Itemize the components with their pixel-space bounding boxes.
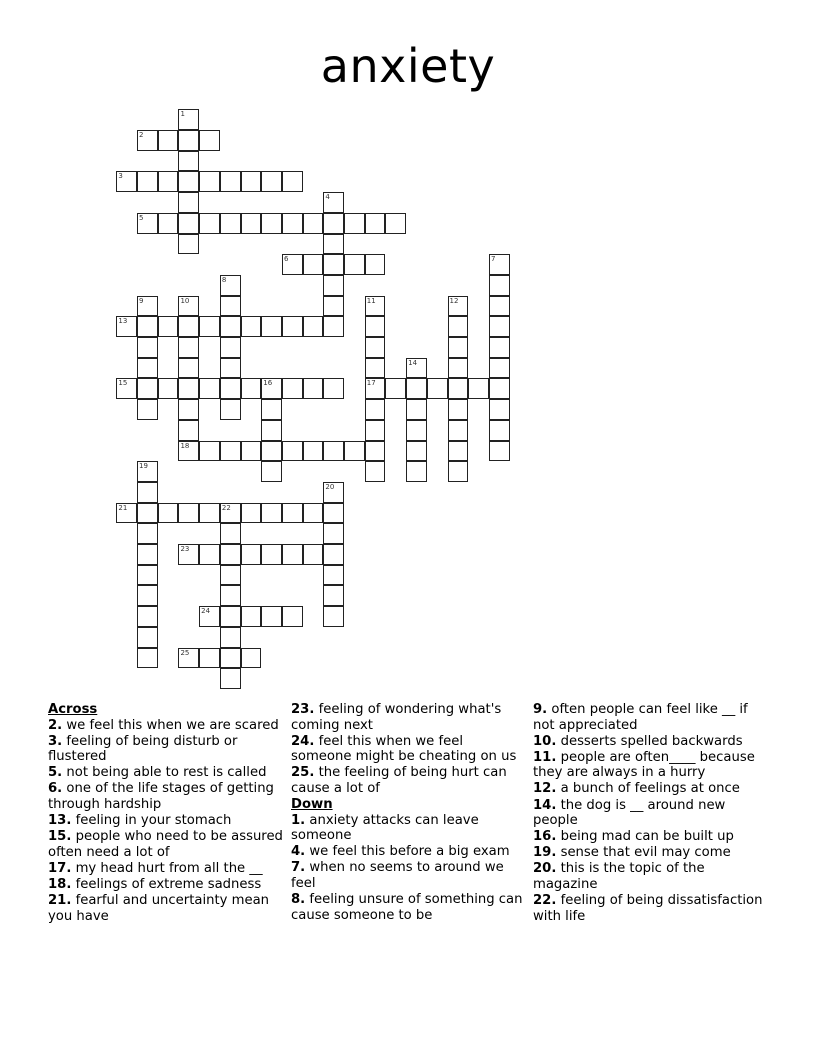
grid-cell[interactable]	[365, 254, 386, 275]
grid-cell[interactable]	[323, 606, 344, 627]
grid-cell[interactable]	[323, 234, 344, 255]
clue-down-8: 8. feeling unsure of something can cause someone to be	[291, 892, 523, 923]
grid-cell[interactable]	[344, 254, 365, 275]
clue-across-5: 5. not being able to rest is called	[48, 765, 267, 781]
grid-cell[interactable]	[489, 378, 510, 399]
grid-cell[interactable]	[199, 316, 220, 337]
grid-cell[interactable]	[448, 337, 469, 358]
clue-across-15: 15. people who need to be assured often need a lot of	[48, 829, 283, 860]
grid-cell[interactable]	[261, 606, 282, 627]
grid-cell[interactable]	[137, 606, 158, 627]
grid-cell[interactable]	[323, 213, 344, 234]
clue-down-7: 7. when no seems to around we feel	[291, 860, 504, 892]
grid-cell[interactable]	[220, 358, 241, 379]
clue-number: 23	[180, 545, 190, 554]
grid-cell[interactable]	[137, 296, 158, 317]
grid-cell[interactable]	[282, 254, 303, 275]
grid-cell[interactable]	[282, 606, 303, 627]
grid-cell[interactable]	[261, 441, 282, 462]
clue-number: 1	[180, 110, 185, 119]
grid-cell[interactable]	[323, 275, 344, 296]
clue-down-1: 1. anxiety attacks can leave someone	[291, 812, 479, 844]
clue-down-19: 19. sense that evil may come	[533, 845, 731, 861]
grid-cell[interactable]	[344, 441, 365, 462]
clue-number: 8	[221, 275, 227, 284]
clue-number: 21	[118, 503, 128, 512]
grid-cell[interactable]	[178, 503, 199, 524]
grid-cell[interactable]	[365, 399, 386, 420]
clue-number: 11	[366, 296, 376, 305]
grid-cell[interactable]	[448, 420, 469, 441]
clue-across-18: 18. feelings of extreme sadness	[48, 877, 262, 893]
clue-number: 15	[118, 379, 128, 388]
grid-cell[interactable]	[323, 565, 344, 586]
grid-cell[interactable]	[137, 378, 158, 399]
grid-cell[interactable]	[365, 441, 386, 462]
grid-cell[interactable]	[489, 275, 510, 296]
grid-cell[interactable]	[323, 544, 344, 565]
grid-cell[interactable]	[241, 503, 262, 524]
grid-cell[interactable]	[241, 378, 262, 399]
grid-cell[interactable]	[448, 441, 469, 462]
grid-cell[interactable]	[261, 316, 282, 337]
grid-cell[interactable]	[220, 544, 241, 565]
grid-cell[interactable]	[220, 378, 241, 399]
clues-column-3	[533, 702, 768, 925]
grid-cell[interactable]	[365, 337, 386, 358]
grid-cell[interactable]	[406, 420, 427, 441]
grid-cell[interactable]	[199, 606, 220, 627]
grid-cell[interactable]	[282, 503, 303, 524]
grid-cell[interactable]	[199, 213, 220, 234]
grid-cell[interactable]	[261, 420, 282, 441]
clue-across-6: 6. one of the life stages of getting through hardship	[48, 781, 274, 813]
grid-cell[interactable]	[178, 192, 199, 213]
grid-cell[interactable]	[178, 337, 199, 358]
grid-cell[interactable]	[137, 627, 158, 648]
grid-cell[interactable]	[220, 296, 241, 317]
grid-cell[interactable]	[448, 358, 469, 379]
grid-cell[interactable]	[489, 296, 510, 317]
grid-cell[interactable]	[261, 544, 282, 565]
clue-number: 16	[263, 379, 273, 388]
grid-cell[interactable]	[178, 151, 199, 172]
grid-cell[interactable]	[261, 399, 282, 420]
grid-cell[interactable]	[323, 316, 344, 337]
grid-cell[interactable]	[323, 378, 344, 399]
clue-across-17: 17. my head hurt from all the __	[48, 860, 263, 876]
grid-cell[interactable]	[178, 420, 199, 441]
grid-cell[interactable]	[303, 544, 324, 565]
grid-cell[interactable]	[406, 358, 427, 379]
grid-cell[interactable]	[220, 213, 241, 234]
grid-cell[interactable]	[303, 441, 324, 462]
grid-cell[interactable]	[489, 337, 510, 358]
grid-cell[interactable]	[220, 565, 241, 586]
grid-cell[interactable]	[323, 482, 344, 503]
grid-cell[interactable]	[178, 296, 199, 317]
clue-down-20: 20. this is the topic of the magazine	[533, 861, 705, 893]
grid-cell[interactable]	[220, 503, 241, 524]
clue-number: 2	[139, 131, 144, 140]
grid-cell[interactable]	[220, 275, 241, 296]
crossword-grid	[117, 110, 537, 700]
grid-cell[interactable]	[178, 378, 199, 399]
grid-cell[interactable]	[448, 378, 469, 399]
clue-number: 9	[139, 296, 144, 305]
grid-cell[interactable]	[220, 441, 241, 462]
grid-cell[interactable]	[220, 606, 241, 627]
grid-cell[interactable]	[158, 378, 179, 399]
grid-cell[interactable]	[489, 399, 510, 420]
grid-cell[interactable]	[220, 627, 241, 648]
down-header: Down	[291, 797, 333, 813]
grid-cell[interactable]	[158, 213, 179, 234]
grid-cell[interactable]	[406, 441, 427, 462]
grid-cell[interactable]	[199, 503, 220, 524]
grid-cell[interactable]	[406, 461, 427, 482]
grid-cell[interactable]	[406, 378, 427, 399]
grid-cell[interactable]	[137, 316, 158, 337]
grid-cell[interactable]	[158, 171, 179, 192]
grid-cell[interactable]	[220, 585, 241, 606]
grid-cell[interactable]	[344, 213, 365, 234]
grid-cell[interactable]	[137, 565, 158, 586]
grid-cell[interactable]	[199, 648, 220, 669]
grid-cell[interactable]	[448, 399, 469, 420]
clue-down-14: 14. the dog is __ around new people	[533, 797, 726, 829]
clue-down-4: 4. we feel this before a big exam	[291, 844, 510, 860]
clue-down-12: 12. a bunch of feelings at once	[533, 781, 740, 797]
grid-cell[interactable]	[178, 544, 199, 565]
grid-cell[interactable]	[385, 378, 406, 399]
clue-number: 25	[180, 648, 190, 657]
grid-cell[interactable]	[199, 130, 220, 151]
grid-cell[interactable]	[365, 420, 386, 441]
grid-cell[interactable]	[365, 296, 386, 317]
grid-cell[interactable]	[489, 420, 510, 441]
clue-across-13: 13. feeling in your stomach	[48, 813, 232, 829]
across-header: Across	[48, 702, 98, 717]
grid-cell[interactable]	[365, 358, 386, 379]
grid-cell[interactable]	[220, 316, 241, 337]
grid-cell[interactable]	[116, 171, 137, 192]
grid-cell[interactable]	[365, 213, 386, 234]
grid-cell[interactable]	[323, 441, 344, 462]
grid-cell[interactable]	[137, 503, 158, 524]
grid-cell[interactable]	[261, 503, 282, 524]
grid-cell[interactable]	[427, 378, 448, 399]
grid-cell[interactable]	[406, 399, 427, 420]
puzzle-title: anxiety	[320, 39, 496, 93]
grid-cell[interactable]	[365, 378, 386, 399]
grid-cell[interactable]	[116, 503, 137, 524]
grid-cell[interactable]	[282, 441, 303, 462]
clue-across-2: 2. we feel this when we are scared	[48, 717, 279, 733]
grid-cell[interactable]	[323, 523, 344, 544]
grid-cell[interactable]	[282, 171, 303, 192]
grid-cell[interactable]	[137, 482, 158, 503]
grid-cell[interactable]	[323, 296, 344, 317]
grid-cell[interactable]	[303, 254, 324, 275]
clue-number: 22	[221, 503, 231, 512]
clues-column-1	[48, 702, 283, 925]
grid-cell[interactable]	[282, 316, 303, 337]
grid-cell[interactable]	[323, 585, 344, 606]
clue-across-21: 21. fearful and uncertainty mean you have	[48, 893, 270, 924]
grid-cell[interactable]	[116, 378, 137, 399]
grid-cell[interactable]	[489, 441, 510, 462]
grid-cell[interactable]	[220, 668, 241, 689]
clue-number: 20	[325, 482, 335, 491]
clue-down-11: 11. people are often____ because they are always in a hurry	[533, 749, 755, 781]
grid-cell[interactable]	[199, 441, 220, 462]
clue-number: 4	[325, 193, 330, 202]
clue-down-9: 9. often people can feel like __ if not appreciated	[533, 702, 748, 733]
grid-cell[interactable]	[178, 109, 199, 130]
grid-cell[interactable]	[303, 316, 324, 337]
grid-cell[interactable]	[365, 461, 386, 482]
grid-cell[interactable]	[448, 296, 469, 317]
clue-across-25: 25. the feeling of being hurt can cause a lot of	[291, 765, 507, 796]
grid-cell[interactable]	[282, 378, 303, 399]
grid-cell[interactable]	[489, 254, 510, 275]
grid-cell[interactable]	[137, 171, 158, 192]
grid-cell[interactable]	[241, 316, 262, 337]
grid-cell[interactable]	[137, 130, 158, 151]
grid-cell[interactable]	[303, 213, 324, 234]
grid-cell[interactable]	[468, 378, 489, 399]
grid-cell[interactable]	[137, 648, 158, 669]
grid-cell[interactable]	[220, 523, 241, 544]
grid-cell[interactable]	[116, 316, 137, 337]
grid-cell[interactable]	[199, 378, 220, 399]
grid-cell[interactable]	[385, 213, 406, 234]
grid-cell[interactable]	[137, 337, 158, 358]
grid-cell[interactable]	[303, 378, 324, 399]
clue-number: 17	[366, 379, 376, 388]
clue-number: 19	[139, 462, 148, 471]
grid-cell[interactable]	[178, 441, 199, 462]
clue-across-3: 3. feeling of being disturb or flustered	[48, 733, 238, 765]
grid-cell[interactable]	[323, 254, 344, 275]
grid-cell[interactable]	[241, 441, 262, 462]
clue-across-23: 23. feeling of wondering what's coming next	[291, 702, 502, 733]
grid-cell[interactable]	[137, 585, 158, 606]
grid-cell[interactable]	[158, 130, 179, 151]
clue-number: 7	[490, 255, 496, 264]
clue-across-24: 24. feel this when we feel someone might be cheating on us	[291, 733, 517, 765]
grid-cell[interactable]	[282, 213, 303, 234]
clues-column-2	[291, 702, 526, 924]
grid-cell[interactable]	[137, 358, 158, 379]
grid-cell[interactable]	[220, 171, 241, 192]
grid-cell[interactable]	[137, 213, 158, 234]
grid-cell[interactable]	[178, 358, 199, 379]
clue-down-22: 22. feeling of being dissatisfaction with life	[533, 893, 763, 924]
grid-cell[interactable]	[282, 544, 303, 565]
grid-cell[interactable]	[261, 213, 282, 234]
clue-number: 24	[201, 607, 211, 616]
clue-down-10: 10. desserts spelled backwards	[533, 733, 743, 749]
clue-number: 3	[118, 172, 123, 181]
grid-cell[interactable]	[137, 544, 158, 565]
grid-cell[interactable]	[241, 648, 262, 669]
grid-cell[interactable]	[220, 337, 241, 358]
grid-cell[interactable]	[489, 316, 510, 337]
grid-cell[interactable]	[303, 503, 324, 524]
grid-cell[interactable]	[365, 316, 386, 337]
clue-number: 10	[180, 296, 190, 305]
grid-cell[interactable]	[178, 399, 199, 420]
grid-cell[interactable]	[158, 316, 179, 337]
grid-cell[interactable]	[323, 503, 344, 524]
grid-cell[interactable]	[178, 130, 199, 151]
grid-cell[interactable]	[178, 234, 199, 255]
grid-cell[interactable]	[137, 523, 158, 544]
grid-cell[interactable]	[448, 316, 469, 337]
grid-cell[interactable]	[178, 171, 199, 192]
clue-number: 5	[139, 213, 144, 222]
grid-cell[interactable]	[199, 171, 220, 192]
grid-cell[interactable]	[199, 544, 220, 565]
grid-cell[interactable]	[241, 606, 262, 627]
clue-number: 6	[283, 255, 289, 264]
grid-cell[interactable]	[448, 461, 469, 482]
grid-cell[interactable]	[261, 378, 282, 399]
grid-cell[interactable]	[178, 213, 199, 234]
clue-number: 13	[118, 317, 128, 326]
clue-down-16: 16. being mad can be built up	[533, 829, 734, 845]
clue-number: 14	[408, 358, 418, 367]
grid-cell[interactable]	[178, 316, 199, 337]
grid-cell[interactable]	[137, 399, 158, 420]
grid-cell[interactable]	[261, 461, 282, 482]
grid-cell[interactable]	[241, 171, 262, 192]
grid-cell[interactable]	[178, 648, 199, 669]
grid-cell[interactable]	[323, 192, 344, 213]
clue-number: 12	[449, 296, 459, 305]
grid-cell[interactable]	[137, 461, 158, 482]
grid-cell[interactable]	[261, 171, 282, 192]
grid-cell[interactable]	[489, 358, 510, 379]
grid-cell[interactable]	[241, 544, 262, 565]
grid-cell[interactable]	[220, 399, 241, 420]
grid-cell[interactable]	[158, 503, 179, 524]
grid-cell[interactable]	[241, 213, 262, 234]
clue-number: 18	[180, 441, 190, 450]
grid-cell[interactable]	[220, 648, 241, 669]
